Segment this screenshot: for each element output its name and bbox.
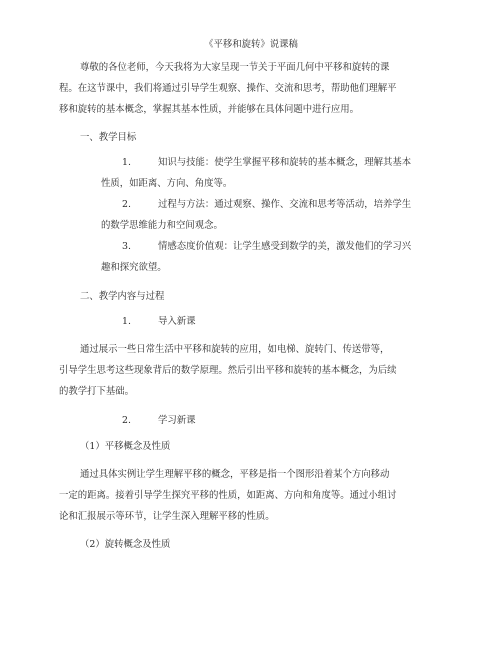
step-1-line-2: 引导学生思考这些现象背后的数学原理。然后引出平移和旋转的基本概念，为后续 [59, 365, 397, 376]
section-heading-objectives: 一、教学目标 [80, 132, 137, 143]
objective-1-line-2: 性质，如距离、方向、角度等。 [101, 178, 233, 189]
objective-2-line-1: 过程与方法：通过观察、操作、交流和思考等活动，培养学生 [158, 199, 412, 210]
objective-3-line-1: 情感态度价值观：让学生感受到数学的美，激发他们的学习兴 [158, 241, 412, 252]
objective-1-line-1: 知识与技能：使学生掌握平移和旋转的基本概念，理解其基本 [158, 157, 412, 168]
step-1-title: 导入新课 [158, 316, 196, 327]
objective-number-1: 1. [122, 157, 131, 168]
subheading-translation: （1）平移概念及性质 [80, 441, 171, 452]
step-number-2: 2. [122, 415, 131, 426]
step-1-line-1: 通过展示一些日常生活中平移和旋转的应用，如电梯、旋转门、传送带等， [80, 344, 390, 355]
objective-3-line-2: 趣和探究欲望。 [101, 262, 167, 273]
section-heading-content: 二、教学内容与过程 [80, 291, 165, 302]
objective-number-2: 2. [122, 199, 131, 210]
step-2-title: 学习新课 [158, 415, 196, 426]
step-number-1: 1. [122, 316, 131, 327]
intro-line-2: 程。在这节课中，我们将通过引导学生观察、操作、交流和思考，帮助他们理解平 [59, 83, 397, 94]
translation-line-3: 论和汇报展示等环节，让学生深入理解平移的性质。 [59, 511, 275, 522]
objective-2-line-2: 的数学思维能力和空间观念。 [101, 220, 223, 231]
step-1-line-3: 的教学打下基础。 [59, 386, 135, 397]
document-title: 《平移和旋转》说课稿 [204, 39, 298, 50]
intro-line-3: 移和旋转的基本概念，掌握其基本性质，并能够在具体问题中进行应用。 [59, 104, 360, 115]
intro-line-1: 尊敬的各位老师，今天我将为大家呈现一节关于平面几何中平移和旋转的课 [80, 62, 390, 73]
objective-number-3: 3. [122, 241, 131, 252]
subheading-rotation: （2）旋转概念及性质 [80, 539, 171, 550]
translation-line-2: 一定的距离。接着引导学生探究平移的性质，如距离、方向和角度等。通过小组讨 [59, 490, 397, 501]
translation-line-1: 通过具体实例让学生理解平移的概念，平移是指一个图形沿着某个方向移动 [80, 469, 390, 480]
